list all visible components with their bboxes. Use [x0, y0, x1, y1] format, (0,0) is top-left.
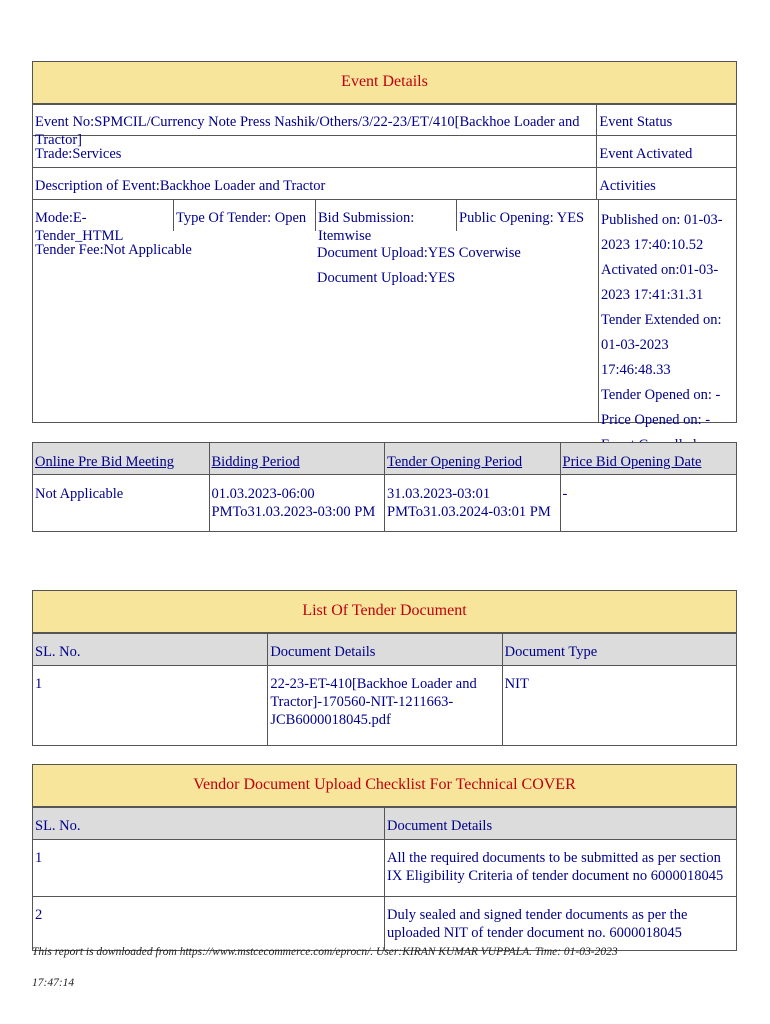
trade: Trade:Services: [35, 146, 122, 162]
tender-fee: Tender Fee:Not Applicable: [35, 242, 192, 258]
footer-note: This report is downloaded from https://www.mstcecommerce.com/eprocn/. User:KIRAN KUMAR VUPPALA. Time: 01-03-2023: [32, 946, 618, 958]
checklist-sl: 1: [35, 850, 43, 866]
activities-label: Activities: [596, 168, 736, 199]
description: Description of Event:Backhoe Loader and Tractor: [35, 178, 326, 194]
checklist-table: [32, 764, 737, 951]
checklist-title: Vendor Document Upload Checklist For Technical COVER: [33, 765, 736, 807]
table-row: [33, 839, 736, 896]
tender-extended-on: Tender Extended on: 01-03-2023 17:46:48.33: [601, 312, 722, 378]
price-opened-on: Price Opened on: -: [601, 412, 711, 428]
bidding-period-value: 01.03.2023-06:00 PMTo31.03.2023-03:00 PM: [209, 475, 385, 531]
event-activated: Event Activated: [596, 136, 736, 167]
sl-no-header: SL. No.: [35, 644, 81, 660]
price-bid-opening-value: -: [560, 475, 737, 531]
event-details-table: [32, 61, 737, 428]
tender-opening-header: Tender Opening Period: [384, 443, 560, 474]
activated-on: Activated on:01-03-2023 17:41:31.31: [601, 262, 719, 303]
tender-documents-title: List Of Tender Document: [33, 591, 736, 633]
event-no: Event No:SPMCIL/Currency Note Press Nashik/Others/3/22-23/ET/410[Backhoe Loader and Tractor]: [35, 114, 580, 148]
bidding-period-header: Bidding Period: [209, 443, 385, 474]
price-bid-opening-header: Price Bid Opening Date: [560, 443, 737, 474]
type-of-tender: Type Of Tender: Open: [173, 200, 315, 231]
document-upload: Document Upload:YES Coverwise Document Upload:YES: [317, 245, 521, 286]
periods-table: [32, 442, 737, 532]
published-on: Published on: 01-03-2023 17:40:10.52: [601, 212, 723, 253]
footer-time: 17:47:14: [32, 977, 75, 989]
tender-documents-table: [32, 590, 737, 746]
checklist-details: Duly sealed and signed tender documents as per the uploaded NIT of tender document no. 6000018045: [384, 897, 736, 950]
document-type-header: Document Type: [502, 634, 736, 665]
checklist-sl-header: SL. No.: [35, 818, 81, 834]
tender-opened-on: Tender Opened on: -: [601, 387, 721, 403]
pre-bid-header: Online Pre Bid Meeting: [35, 454, 174, 470]
sl-no: 1: [35, 676, 43, 692]
public-opening: Public Opening: YES: [456, 200, 598, 231]
activity-log: [598, 200, 736, 428]
table-row: [33, 896, 736, 950]
mode: Mode:E-Tender_HTML: [35, 210, 124, 244]
checklist-sl: 2: [35, 907, 43, 923]
bid-submission: Bid Submission: Itemwise: [315, 200, 456, 231]
document-type: NIT: [502, 666, 736, 745]
event-details-title: Event Details: [33, 62, 736, 104]
event-status-label: Event Status: [596, 105, 736, 135]
checklist-details: All the required documents to be submitted as per section IX Eligibility Criteria of tender document no 6000018045: [384, 840, 736, 896]
tender-opening-value: 31.03.2023-03:01 PMTo31.03.2024-03:01 PM: [384, 475, 560, 531]
document-details-header: Document Details: [267, 634, 501, 665]
document-link[interactable]: 22-23-ET-410[Backhoe Loader and Tractor]-170560-NIT-1211663-JCB6000018045.pdf: [267, 666, 501, 745]
table-row: [33, 665, 736, 745]
pre-bid-value: Not Applicable: [35, 486, 124, 502]
checklist-details-header: Document Details: [384, 808, 736, 839]
